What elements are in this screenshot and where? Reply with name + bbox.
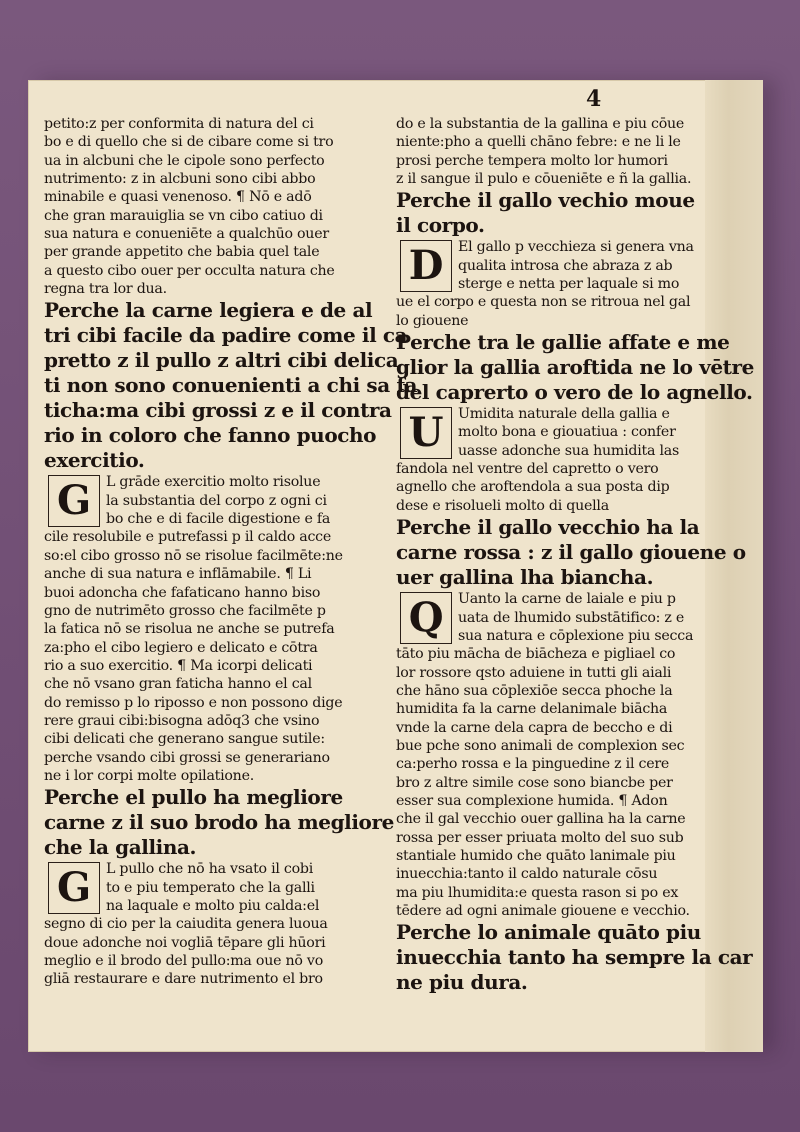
chapter-heading-line: exercitio. bbox=[44, 448, 145, 473]
chapter-heading-line: tri cibi facile da padire come il ca bbox=[44, 323, 408, 348]
chapter-heading-line: Perche il gallo vecchio ha la bbox=[396, 515, 700, 540]
left-column bbox=[44, 115, 418, 989]
initial-paragraph bbox=[396, 238, 731, 293]
text-line: lor rossore qsto aduiene in tutti gli aiali bbox=[396, 664, 672, 681]
text-line: petito:z per conformita di natura del ci bbox=[44, 116, 314, 132]
text-line: cile resolubile e putrefassi p il caldo acce bbox=[44, 529, 331, 546]
text-line: che nō vsano gran faticha hanno el cal bbox=[44, 676, 312, 693]
text-line: meglio e il brodo del pullo:ma oue nō vo bbox=[44, 953, 323, 969]
initial-paragraph bbox=[396, 405, 731, 460]
text-line: gno de nutrimēto grosso che facilmēte p bbox=[44, 602, 326, 619]
text-line: do remisso p lo riposso e non possono dige bbox=[44, 694, 343, 711]
text-line: gliā restaurare e dare nutrimento el bro bbox=[44, 971, 323, 988]
text-line: uata de lhumido substātifico: z e bbox=[458, 609, 685, 626]
text-line: buoi adoncha che fafaticano hanno biso bbox=[44, 584, 321, 601]
text-line: Uanto la carne de laiale e piu p bbox=[458, 591, 676, 608]
text-line: El gallo p vecchieza si genera vna bbox=[458, 239, 694, 256]
chapter-heading-line: ticha:ma cibi grossi z e il contra bbox=[44, 398, 392, 423]
text-line: cibi delicati che generano sangue sutile: bbox=[44, 731, 325, 748]
text-line: inuecchia:tanto il caldo naturale cōsu bbox=[396, 866, 658, 883]
text-line: doue adonche noi vogliā tēpare gli hūori bbox=[44, 934, 326, 951]
decorated-initial: U bbox=[400, 407, 452, 459]
chapter-heading-line: pretto z il pullo z altri cibi delica bbox=[44, 348, 399, 373]
chapter-heading-line: Perche el pullo ha megliore bbox=[44, 785, 343, 810]
text-line: la fatica nō se risolua ne anche se putrefa bbox=[44, 621, 335, 638]
page-number: 4 bbox=[586, 86, 602, 112]
chapter-heading-line: glior la gallia aroftida ne lo vētre bbox=[396, 355, 754, 380]
text-line: minabile e quasi venenoso. ¶ Nō e adō bbox=[44, 189, 312, 206]
chapter-heading-line: ne piu dura. bbox=[396, 970, 528, 995]
text-line: fandola nel ventre del capretto o vero bbox=[396, 461, 659, 478]
text-line: perche vsando cibi grossi se generariano bbox=[44, 749, 330, 766]
chapter-heading-line: il corpo. bbox=[396, 213, 485, 238]
decorated-initial: G bbox=[48, 862, 100, 914]
text-line: anche di sua natura e inflāmabile. ¶ Li bbox=[44, 566, 312, 583]
text-line: rio a suo exercitio. ¶ Ma icorpi delicati bbox=[44, 657, 313, 674]
text-line: rere graui cibi:bisogna adōq3 che vsino bbox=[44, 712, 320, 729]
text-line: segno di cio per la caiudita genera luoua bbox=[44, 916, 328, 933]
chapter-heading-line: Perche il gallo vechio moue bbox=[396, 188, 695, 213]
chapter-heading-line: carne rossa : z il gallo giouene o bbox=[396, 540, 746, 565]
text-line: la substantia del corpo z ogni ci bbox=[106, 492, 327, 509]
text-line: molto bona e giouatiua : confer bbox=[458, 424, 676, 441]
text-line: esser sua complexione humida. ¶ Adon bbox=[396, 792, 668, 809]
text-line: bo che e di facile digestione e fa bbox=[106, 511, 331, 528]
chapter-heading-line: carne z il suo brodo ha megliore bbox=[44, 810, 394, 835]
chapter-heading-line: Perche la carne legiera e de al bbox=[44, 298, 373, 323]
chapter-heading-line: rio in coloro che fanno puocho bbox=[44, 423, 377, 448]
text-line: Umidita naturale della gallia e bbox=[458, 406, 670, 423]
text-line: bo e di quello che si de cibare come si tro bbox=[44, 134, 334, 151]
text-line: stantiale humido che quāto lanimale piu bbox=[396, 847, 676, 864]
text-line: z il sangue il pulo e cōueniēte e ñ la gallia. bbox=[396, 171, 692, 188]
initial-paragraph bbox=[44, 473, 379, 528]
chapter-heading-line: Perche tra le gallie affate e me bbox=[396, 330, 730, 355]
text-line: agnello che aroftendola a sua posta dip bbox=[396, 479, 670, 496]
text-line: humidita fa la carne delanimale biācha bbox=[396, 701, 668, 718]
text-line: dese e risolueli molto di quella bbox=[396, 497, 609, 514]
text-line: a questo cibo ouer per occulta natura che bbox=[44, 262, 335, 279]
initial-paragraph bbox=[44, 860, 379, 915]
text-line: sterge e netta per laquale si mo bbox=[458, 276, 680, 293]
text-line: niente:pho a quelli chāno febre: e ne li le bbox=[396, 134, 681, 151]
text-line: vnde la carne dela capra de becchо e di bbox=[396, 719, 673, 736]
text-line: to e piu temperato che la galli bbox=[106, 879, 315, 896]
text-line: nutrimento: z in alcbuni sono cibi abbo bbox=[44, 171, 316, 188]
text-line: L pullo che nō ha vsato il cobi bbox=[106, 861, 314, 878]
text-line: che il gal vecchio ouer gallina ha la carne bbox=[396, 811, 686, 828]
chapter-heading-line: inuecchia tanto ha sempre la car bbox=[396, 945, 753, 970]
chapter-heading-line: che la gallina. bbox=[44, 835, 197, 860]
text-line: sua natura e cōplexione piu secca bbox=[458, 627, 694, 644]
text-line: L grāde exercitio molto risolue bbox=[106, 474, 321, 491]
decorated-initial: D bbox=[400, 240, 452, 292]
text-line: uasse adonche sua humidita las bbox=[458, 442, 679, 459]
text-line: do e la substantia de la gallina e piu cōue bbox=[396, 116, 685, 132]
text-line: sua natura e conueniēte a qualchūo ouer bbox=[44, 226, 329, 243]
chapter-heading-line: ti non sono conuenienti a chi sa fa bbox=[44, 373, 418, 398]
text-line: bue pche sono animali de complexion sec bbox=[396, 737, 685, 754]
text-line: rossa per esser priuata molto del suo sub bbox=[396, 829, 684, 846]
text-line: ma piu lhumidita:e questa rason si po ex bbox=[396, 884, 679, 901]
right-column bbox=[396, 115, 754, 995]
text-line: za:pho el cibo legiero e delicato e cōtra bbox=[44, 639, 318, 656]
text-line: ca:perho rossa e la pinguedine z il cere bbox=[396, 756, 670, 773]
text-line: tāto piu māchа de biācheza e pigliael co bbox=[396, 646, 676, 663]
text-line: bro z altre simile cose sono biancbe per bbox=[396, 774, 673, 791]
initial-paragraph bbox=[396, 590, 731, 645]
chapter-heading-line: Perche lo animale quāto piu bbox=[396, 920, 701, 945]
chapter-heading-line: del caprerto o vero de lo agnello. bbox=[396, 380, 753, 405]
text-line: ua in alcbuni che le cipole sono perfecto bbox=[44, 152, 325, 169]
decorated-initial: G bbox=[48, 475, 100, 527]
decorated-initial: Q bbox=[400, 592, 452, 644]
text-line: so:el cibo grosso nō se risolue facilmēte:ne bbox=[44, 547, 343, 564]
text-line: na laquale e molto piu calda:el bbox=[106, 897, 320, 914]
text-line: che gran marauiglia se vn cibo catiuo di bbox=[44, 207, 323, 224]
text-line: che hāno sua cōplexiōe secca phoche la bbox=[396, 682, 673, 699]
text-line: per grande appetito che babia quel tale bbox=[44, 244, 320, 261]
text-line: qualita introsa che abraza z ab bbox=[458, 257, 673, 274]
chapter-heading-line: uer gallina lha biancha. bbox=[396, 565, 654, 590]
text-line: regna tra lor dua. bbox=[44, 281, 167, 298]
text-line: lo giouene bbox=[396, 312, 469, 329]
text-line: ue el corpo e questa non se ritroua nel gal bbox=[396, 294, 691, 311]
text-line: tēdere ad ogni animale giouene e vecchio. bbox=[396, 903, 690, 919]
text-line: ne i lor corpi molte opilatione. bbox=[44, 767, 254, 784]
text-line: prosi perche tempera molto lor humori bbox=[396, 152, 668, 169]
